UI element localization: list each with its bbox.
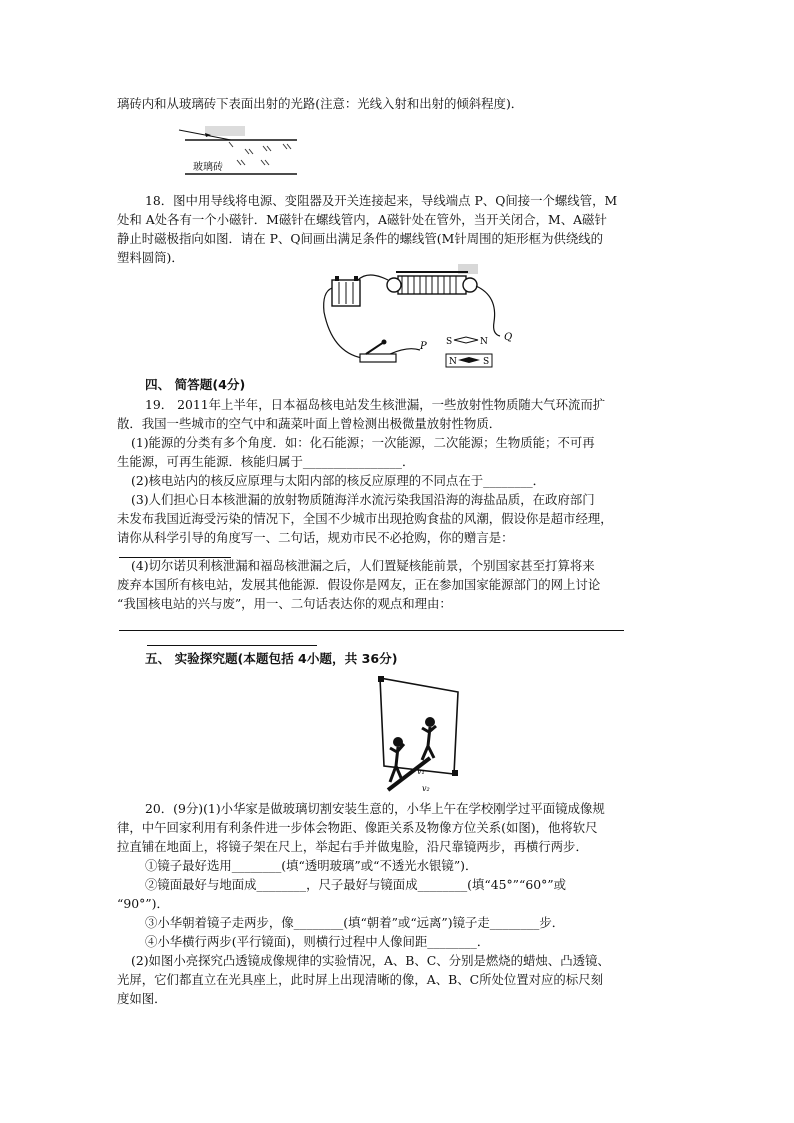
plane-mirror-figure [370, 670, 470, 795]
text-line: 18．图中用导线将电源、变阻器及开关连接起来，导线端点 P、Q间接一个螺线管，M [145, 193, 618, 208]
text-line: (4)切尔诺贝利核泄漏和福岛核泄漏之后，人们置疑核能前景，个别国家甚至打算将来 [131, 558, 595, 573]
text-line: ②镜面最好与地面成________，尺子最好与镜面成________(填“45°”“60°”或 [145, 877, 567, 892]
m-needle-north: N [480, 337, 488, 347]
label-p: P [420, 341, 427, 352]
text-line: (2)核电站内的核反应原理与太阳内部的核反应原理的不同点在于________． [131, 473, 546, 488]
text-line: (1)能源的分类有多个角度．如：化石能源；一次能源，二次能源；生物质能；不可再 [131, 435, 595, 450]
text-line: 静止时磁极指向如图．请在 P、Q间画出满足条件的螺线管(M针周围的矩形框为供绕线的 [117, 231, 604, 246]
text-line: 处和 A处各有一个小磁针．M磁针在螺线管内，A磁针处在管外，当开关闭合，M、A磁针 [117, 212, 607, 227]
text-line: 19． 2011年上半年，日本福岛核电站发生核泄漏，一些放射性物质随大气环流而扩 [145, 397, 606, 412]
label-v1: v₁ [417, 767, 425, 776]
answer-blank[interactable] [147, 645, 317, 646]
text-line: 塑料圆筒)． [117, 250, 184, 265]
label-v2: v₂ [422, 784, 430, 793]
a-needle-south: S [483, 357, 490, 367]
text-line: 散．我国一些城市的空气中和蔬菜叶面上曾检测出极微量放射性物质． [117, 416, 502, 431]
text-line: 20．(9分)(1)小华家是做玻璃切割安装生意的，小华上午在学校刚学过平面镜成像规 [145, 801, 605, 816]
text-line: 废弃本国所有核电站，发展其他能源．假设你是网友，正在参加国家能源部门的网上讨论 [117, 577, 601, 592]
text-line: 光屏，它们都直立在光具座上，此时屏上出现清晰的像，A、B、C所处位置对应的标尺刻 [117, 972, 603, 987]
section-heading: 五、 实验探究题(本题包括 4小题，共 36分) [145, 651, 398, 666]
answer-blank[interactable] [119, 630, 624, 631]
label-q: Q [504, 332, 513, 343]
circuit-figure [318, 262, 528, 377]
text-line: 律，中午回家利用有利条件进一步体会物距、像距关系及物像方位关系(如图)，他将软尺 [117, 820, 598, 835]
glass-brick-figure [175, 124, 305, 179]
m-needle-south: S [446, 337, 453, 347]
text-line: 生能源，可再生能源．核能归属于________________． [117, 454, 415, 469]
a-needle-north: N [449, 357, 457, 367]
text-line: (2)如图小亮探究凸透镜成像规律的实验情况，A、B、C、分别是燃烧的蜡烛、凸透镜、 [131, 953, 610, 968]
text-line: ③小华朝着镜子走两步，像________(填“朝着”或“远离”)镜子走________步． [145, 915, 565, 930]
text-line: 度如图． [117, 991, 167, 1006]
section-heading: 四、 简答题(4分) [145, 377, 246, 392]
text-line: (3)人们担心日本核泄漏的放射物质随海洋水流污染我国沿海的海盐品质，在政府部门 [131, 492, 595, 507]
text-line: 璃砖内和从玻璃砖下表面出射的光路(注意：光线入射和出射的倾斜程度)． [117, 96, 524, 111]
text-line: 请你从科学引导的角度写一、二句话，规劝市民不必抢购，你的赠言是： [117, 530, 514, 545]
text-line: ④小华横行两步(平行镜面)，则横行过程中人像间距________． [145, 934, 490, 949]
text-line: “90°”)． [117, 896, 169, 911]
glass-label: 玻璃砖 [193, 162, 223, 173]
text-line: ①镜子最好选用________(填“透明玻璃”或“不透光水银镜”)． [145, 858, 478, 873]
text-line: “我国核电站的兴与废”，用一、二句话表达你的观点和理由： [117, 596, 452, 611]
text-line: 未发布我国近海受污染的情况下，全国不少城市出现抢购食盐的风潮，假设你是超市经理， [117, 511, 613, 526]
text-line: 拉直铺在地面上，将镜子架在尺上，举起右手并做鬼脸，沿尺靠镜两步，再横行两步． [117, 839, 588, 854]
